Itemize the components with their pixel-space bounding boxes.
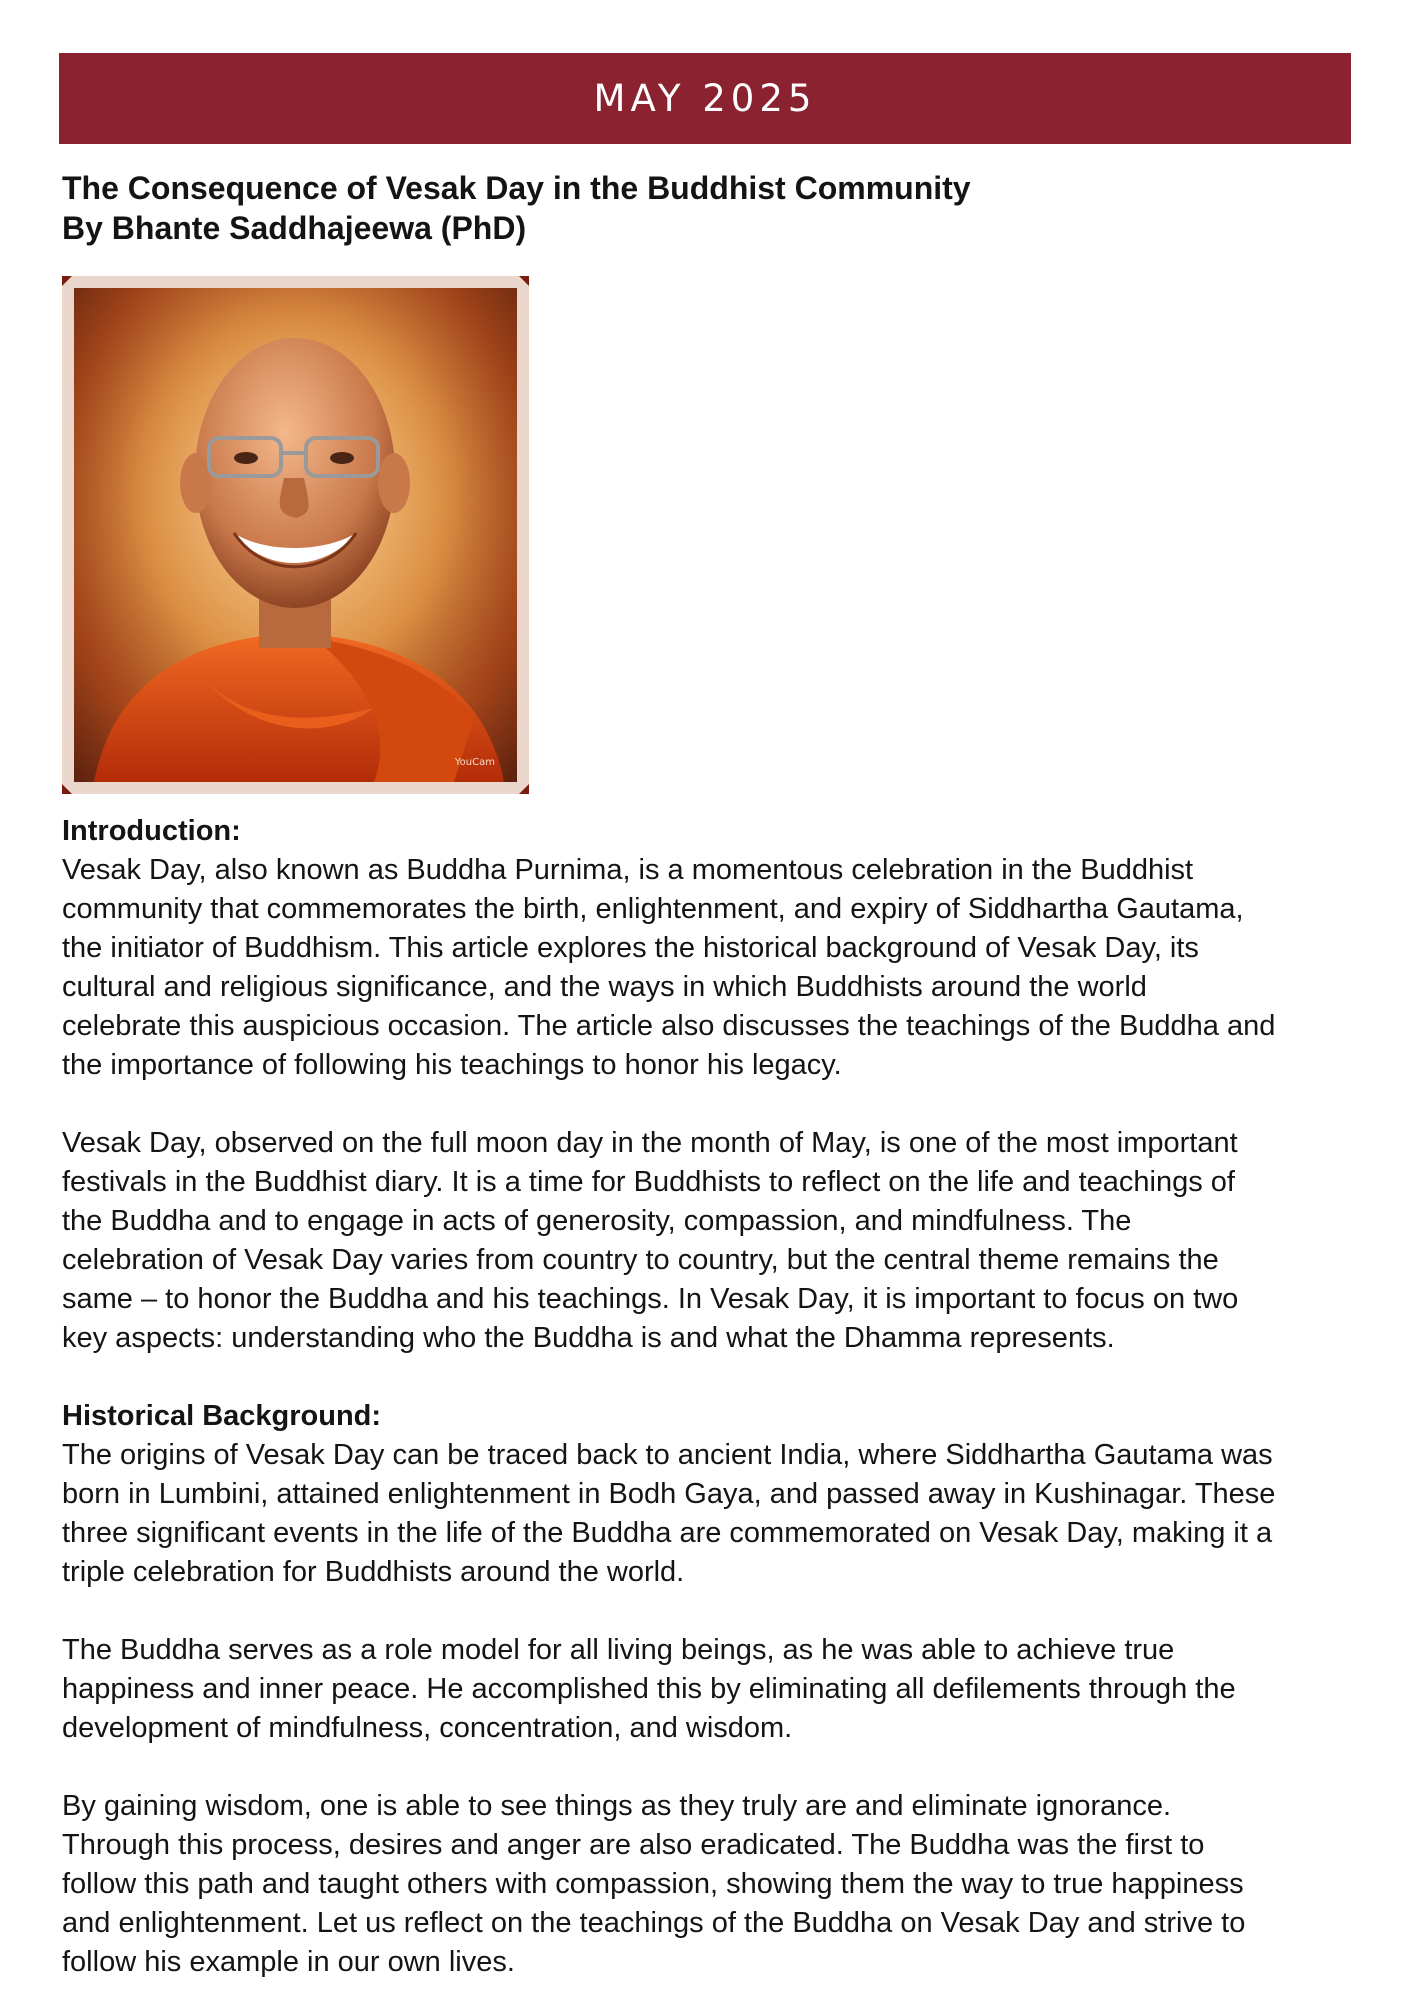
paragraph-history-2: [62, 1631, 1362, 1748]
paragraph-intro-1: [62, 851, 1362, 1085]
text-line: the Buddha and to engage in acts of generosity, compassion, and mindfulness. The: [62, 1205, 1132, 1237]
paragraph-gap: [62, 1748, 1362, 1787]
text-line: the initiator of Buddhism. This article explores the historical background of Vesak Day, its: [62, 932, 1199, 964]
text-line: follow this path and taught others with compassion, showing them the way to true happiness: [62, 1868, 1244, 1900]
text-line: triple celebration for Buddhists around the world.: [62, 1556, 685, 1588]
text-line: same – to honor the Buddha and his teachings. In Vesak Day, it is important to focus on two: [62, 1283, 1239, 1315]
text-line: Vesak Day, also known as Buddha Purnima, is a momentous celebration in the Buddhist: [62, 854, 1194, 886]
section-heading-introduction: Introduction:: [62, 815, 241, 847]
text-line: the importance of following his teachings to honor his legacy.: [62, 1049, 842, 1081]
author-photo: [74, 288, 517, 782]
photo-watermark: YouCam: [454, 757, 495, 768]
frame-corner: [62, 784, 72, 794]
article-byline: By Bhante Saddhajeewa (PhD): [62, 210, 527, 246]
article-body: [62, 812, 1362, 1982]
text-line: and enlightenment. Let us reflect on the teachings of the Buddha on Vesak Day and strive to: [62, 1907, 1246, 1939]
text-line: follow his example in our own lives.: [62, 1946, 515, 1978]
text-line: development of mindfulness, concentration, and wisdom.: [62, 1712, 793, 1744]
text-line: celebration of Vesak Day varies from country to country, but the central theme remains the: [62, 1244, 1219, 1276]
paragraph-intro-2: [62, 1124, 1362, 1358]
paragraph-gap: [62, 1592, 1362, 1631]
paragraph-history-1: [62, 1436, 1362, 1592]
text-line: happiness and inner peace. He accomplished this by eliminating all defilements through the: [62, 1673, 1236, 1705]
author-photo-frame: [62, 276, 529, 794]
month-banner: [59, 53, 1351, 144]
paragraph-gap: [62, 1085, 1362, 1124]
frame-corner: [62, 276, 72, 286]
article-title: The Consequence of Vesak Day in the Buddhist Community: [62, 170, 971, 206]
article-header: [62, 168, 1352, 248]
text-line: Through this process, desires and anger are also eradicated. The Buddha was the first to: [62, 1829, 1205, 1861]
banner-label: MAY 2025: [593, 77, 817, 120]
text-line: community that commemorates the birth, enlightenment, and expiry of Siddhartha Gautama,: [62, 893, 1244, 925]
text-line: born in Lumbini, attained enlightenment in Bodh Gaya, and passed away in Kushinagar. These: [62, 1478, 1276, 1510]
frame-corner: [519, 784, 529, 794]
paragraph-gap: [62, 1358, 1362, 1397]
text-line: key aspects: understanding who the Buddha is and what the Dhamma represents.: [62, 1322, 1115, 1354]
text-line: Vesak Day, observed on the full moon day in the month of May, is one of the most important: [62, 1127, 1238, 1159]
text-line: festivals in the Buddhist diary. It is a time for Buddhists to reflect on the life and teachings of: [62, 1166, 1235, 1198]
text-line: By gaining wisdom, one is able to see things as they truly are and eliminate ignorance.: [62, 1790, 1172, 1822]
text-line: The Buddha serves as a role model for all living beings, as he was able to achieve true: [62, 1634, 1175, 1666]
section-heading-historical-background: Historical Background:: [62, 1400, 382, 1432]
text-line: three significant events in the life of the Buddha are commemorated on Vesak Day, making it a: [62, 1517, 1273, 1549]
text-line: celebrate this auspicious occasion. The article also discusses the teachings of the Buddha and: [62, 1010, 1276, 1042]
text-line: cultural and religious significance, and the ways in which Buddhists around the world: [62, 971, 1147, 1003]
portrait-of-monk-icon: [74, 288, 517, 782]
text-line: The origins of Vesak Day can be traced back to ancient India, where Siddhartha Gautama was: [62, 1439, 1273, 1471]
frame-corner: [519, 276, 529, 286]
paragraph-history-3: [62, 1787, 1362, 1982]
